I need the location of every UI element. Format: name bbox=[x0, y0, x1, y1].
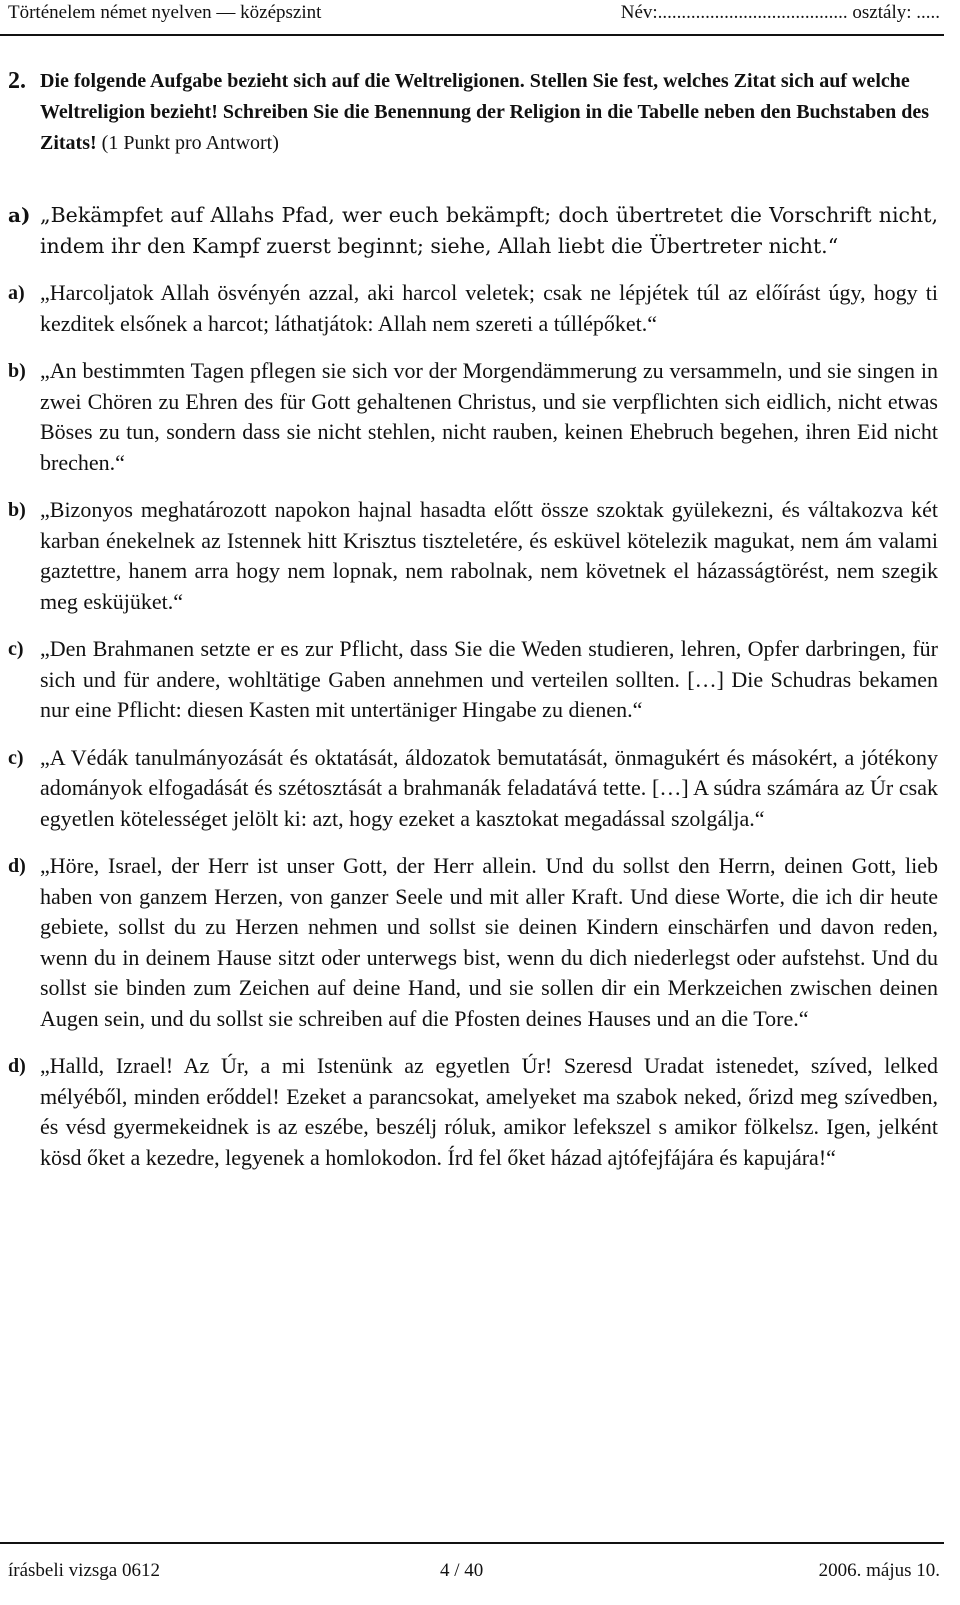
quote-a-german bbox=[8, 200, 938, 261]
page-header bbox=[0, 0, 944, 36]
quote-b-german bbox=[8, 356, 938, 478]
exam-code: írásbeli vizsga 0612 bbox=[8, 1560, 160, 1581]
quote-c-german bbox=[8, 634, 938, 726]
quote-letter: d) bbox=[8, 1055, 26, 1077]
task-number: 2. bbox=[8, 68, 26, 94]
quote-text: „Bizonyos meghatározott napokon hajnal hasadta előtt össze szoktak gyülekezni, és váltakozva két karban énekelnek az Istennek hitt Krisztus tiszteletére, és esküvel kötelezik magukat, nem ám valami gaztettre, hanem arra hogy nem lopnak, nem rabolnak, nem követnek el házasságtörést, nem szegik meg esküjüket.“ bbox=[40, 497, 938, 614]
quote-letter: a) bbox=[8, 282, 25, 304]
quote-c-hungarian bbox=[8, 743, 938, 835]
quote-text: „Halld, Izrael! Az Úr, a mi Istenünk az egyetlen Úr! Szeresd Uradat istenedet, szíved, lelked mélyéből, minden erőddel! Ezeket a parancsokat, amelyeket ma szabok neked, őrizd meg szívedben, és vésd gyermekeidnek is az eszébe, beszélj róluk, amikor lefekszel s amikor fölkelsz. Igen, jelként kösd őket a kezedre, legyenek a homlokodon. Írd fel őket házad ajtófejfájára és kapujára!“ bbox=[40, 1053, 938, 1170]
quote-d-hungarian bbox=[8, 1051, 938, 1173]
quote-letter: b) bbox=[8, 499, 26, 521]
quote-b-hungarian bbox=[8, 495, 938, 617]
quote-text: „An bestimmten Tagen pflegen sie sich vor der Morgendämmerung zu versammeln, und sie singen in zwei Chören zu Ehren des für Gott gehaltenen Christus, und sie verpflichten sich eidlich, nicht etwas Böses zu tun, sondern dass sie nicht stehlen, nicht rauben, keinen Ehebruch begehen, ihren Eid nicht brechen.“ bbox=[40, 358, 938, 475]
quote-text: „Höre, Israel, der Herr ist unser Gott, der Herr allein. Und du sollst den Herrn, deinen Gott, lieb haben von ganzem Herzen, von ganzer Seele und mit aller Kraft. Und diese Worte, die ich dir heute gebiete, sollst du zu Herzen nehmen und sollst sie deinen Kindern einschärfen und davon reden, wenn du in deinem Hause sitzt oder unterwegs bist, wenn du dich niederlegst oder aufstehst. Und du sollst sie binden zum Zeichen auf deine Hand, und sie sollen dir ein Merkzeichen zwischen deinen Augen sein, und du sollst sie schreiben auf die Pfosten deines Hauses und an die Tore.“ bbox=[40, 853, 938, 1031]
task-instructions bbox=[8, 66, 938, 159]
quote-text: „Den Brahmanen setzte er es zur Pflicht, dass Sie die Weden studieren, lehren, Opfer darbringen, für sich und für andere, wohltätige Gaben annehmen und verteilen sollten. […] Die Schudras bekamen nur eine Pflicht: diesen Kasten mit untertäniger Hingabe zu dienen.“ bbox=[40, 636, 938, 722]
name-class-field: Név:........................................ osztály: ..... bbox=[620, 2, 940, 23]
quote-text: „Bekämpfet auf Allahs Pfad, wer euch bekämpft; doch übertretet die Vorschrift nicht, indem ihr den Kampf zuerst beginnt; siehe, Allah liebt die Übertreter nicht.“ bbox=[40, 203, 938, 258]
quote-letter: b) bbox=[8, 360, 26, 382]
quote-a-hungarian bbox=[8, 278, 938, 339]
task-instruction-text: Die folgende Aufgabe bezieht sich auf die Weltreligionen. Stellen Sie fest, welches Zitat sich auf welche Weltreligion bezieht! Schreiben Sie die Benennung der Religion in die Tabelle neben den Buchstaben des Zitats! bbox=[40, 70, 930, 154]
quote-list bbox=[8, 200, 938, 1190]
quote-letter: a) bbox=[8, 203, 31, 227]
quote-text: „Harcoljatok Allah ösvényén azzal, aki harcol veletek; csak ne lépjétek túl az előírást úgy, hogy ti kezditek elsőnek a harcot; láthatjátok: Allah nem szereti a túllépőket.“ bbox=[40, 280, 938, 336]
task-body bbox=[40, 66, 938, 159]
page-footer bbox=[0, 1542, 944, 1600]
quote-letter: d) bbox=[8, 855, 26, 877]
quote-letter: c) bbox=[8, 638, 24, 660]
page-number: 4 / 40 bbox=[440, 1560, 484, 1581]
quote-d-german bbox=[8, 851, 938, 1034]
exam-title: Történelem német nyelven — középszint bbox=[8, 2, 322, 23]
exam-date: 2006. május 10. bbox=[818, 1560, 940, 1581]
scoring-note: (1 Punkt pro Antwort) bbox=[101, 132, 279, 154]
quote-text: „A Védák tanulmányozását és oktatását, áldozatok bemutatását, önmagukért és másokért, a jótékony adományok elfogadását és szétosztását a brahmanák feladatává tette. […] A súdra számára az Úr csak egyetlen kötelességet jelölt ki: azt, hogy ezeket a kasztokat megadással szolgálja.“ bbox=[40, 744, 938, 831]
quote-letter: c) bbox=[8, 746, 24, 769]
